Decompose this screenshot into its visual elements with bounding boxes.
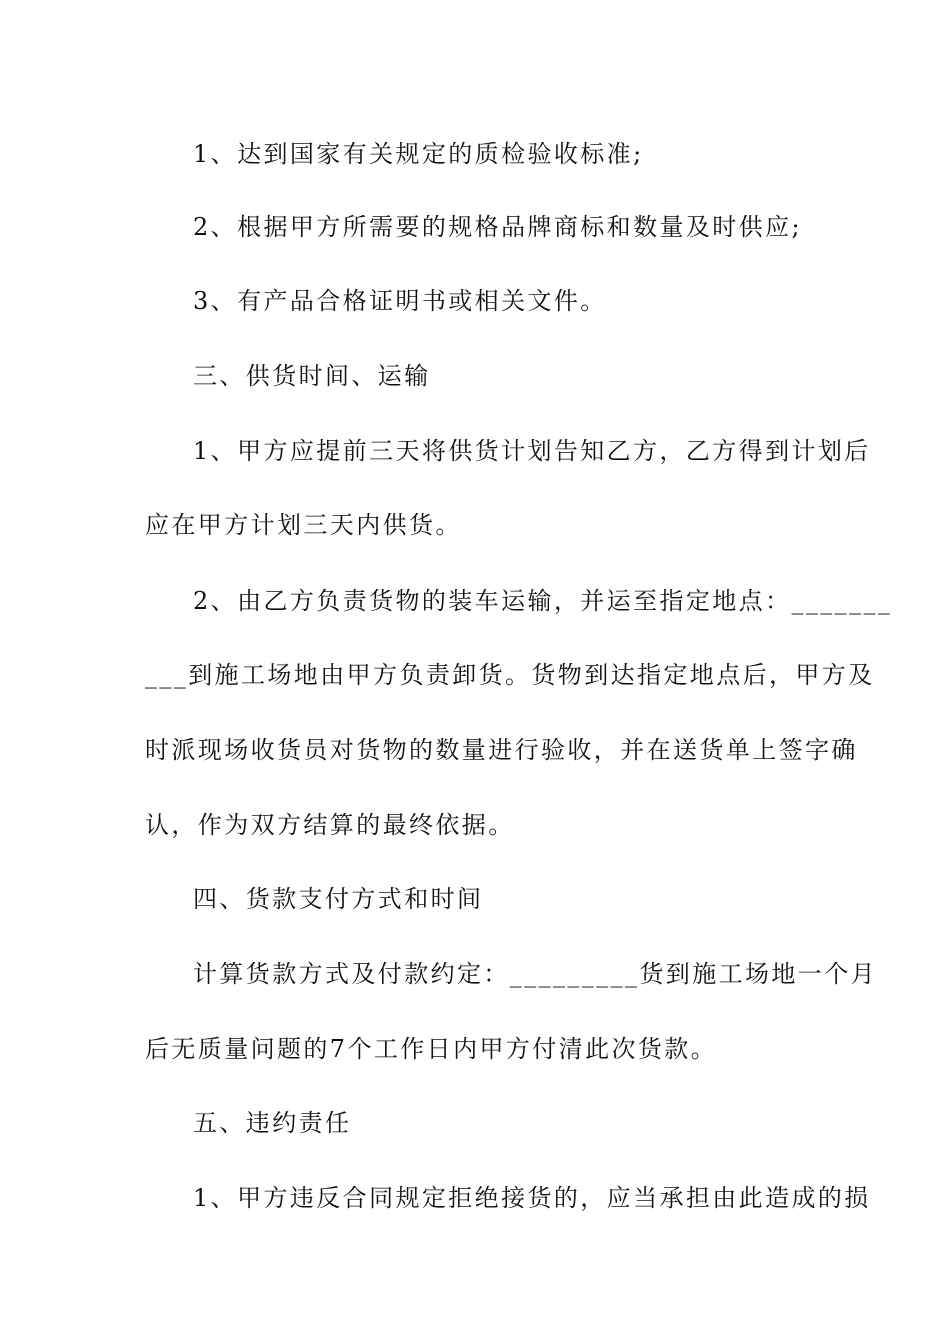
clause-supply-specification: 2、根据甲方所需要的规格品牌商标和数量及时供应; [193, 213, 802, 241]
section-heading-payment: 四、货款支付方式和时间 [193, 885, 484, 913]
clause-delivery-plan-continued: 应在甲方计划三天内供货。 [145, 511, 462, 539]
clause-delivery-plan: 1、甲方应提前三天将供货计划告知乙方，乙方得到计划后 [193, 437, 871, 465]
section-heading-delivery: 三、供货时间、运输 [193, 362, 431, 390]
clause-transport-continued-2: 时派现场收货员对货物的数量进行验收，并在送货单上签字确 [145, 736, 858, 764]
clause-payment: 计算货款方式及付款约定：_________货到施工场地一个月 [193, 960, 877, 988]
clause-quality-standard: 1、达到国家有关规定的质检验收标准; [193, 140, 644, 168]
clause-certificate: 3、有产品合格证明书或相关文件。 [193, 287, 607, 315]
clause-transport-continued-3: 认，作为双方结算的最终依据。 [145, 811, 515, 839]
clause-liability-party-a: 1、甲方违反合同规定拒绝接货的，应当承担由此造成的损 [193, 1184, 871, 1212]
clause-payment-continued: 后无质量问题的7个工作日内甲方付清此次货款。 [145, 1035, 718, 1063]
clause-transport: 2、由乙方负责货物的装车运输，并运至指定地点：_______ [193, 587, 893, 615]
clause-transport-continued-1: ___到施工场地由甲方负责卸货。货物到达指定地点后，甲方及 [145, 661, 875, 689]
section-heading-liability: 五、违约责任 [193, 1109, 352, 1137]
